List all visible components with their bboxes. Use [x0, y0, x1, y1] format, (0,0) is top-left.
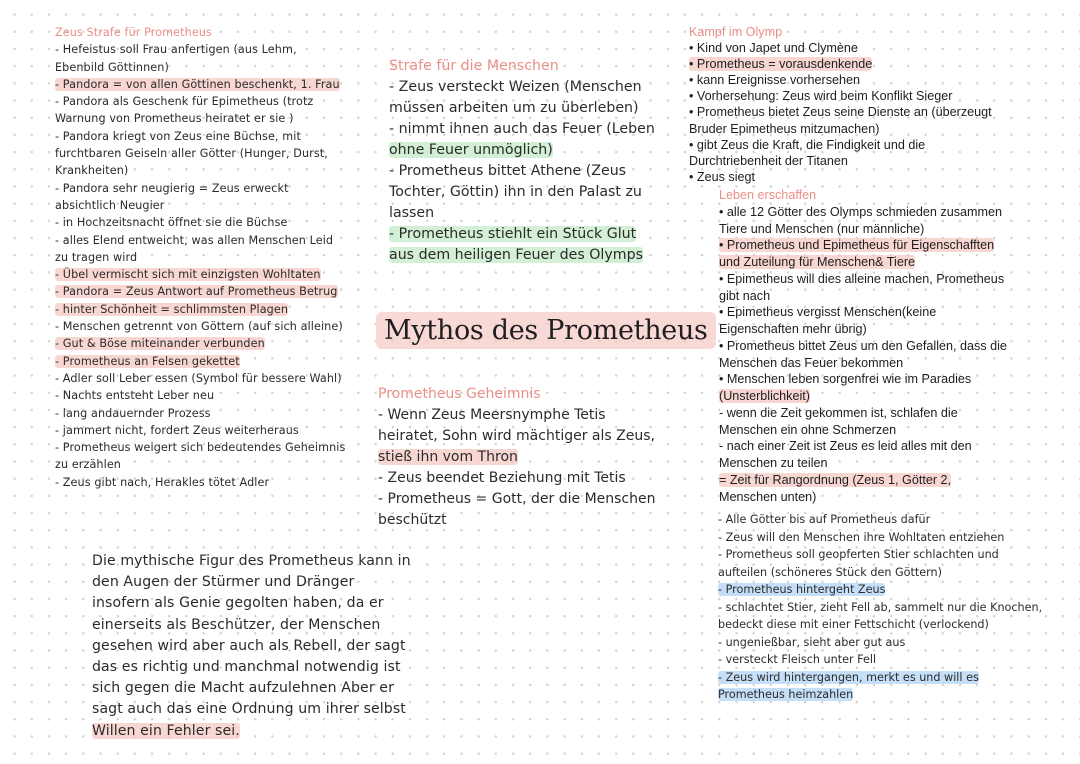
text-line-content: - in Hochzeitsnacht öffnet sie die Büchse — [55, 216, 288, 230]
text-line — [719, 355, 1007, 372]
section-prometheus-geheimnis — [378, 384, 656, 531]
text-line-content: gibt nach — [719, 288, 771, 303]
text-line-content: - Zeus versteckt Weizen (Menschen — [389, 79, 642, 95]
text-line — [55, 128, 345, 145]
text-line — [378, 405, 656, 426]
text-line-content: Tiere und Menschen (nur männliche) — [719, 221, 925, 236]
text-line — [718, 511, 1042, 529]
text-line-content: - lang andauernder Prozess — [55, 406, 211, 420]
text-line-content: - Hefeistus soll Frau anfertigen (aus Lehm, — [55, 43, 297, 57]
text-line — [55, 474, 345, 491]
text-line-content: • gibt Zeus die Kraft, die Findigkeit und die — [689, 137, 926, 152]
text-line-content: - Pandora als Geschenk für Epimetheus (trotz — [55, 95, 314, 109]
text-line — [719, 438, 1007, 455]
text-line — [92, 699, 411, 720]
text-line-content: - nach einer Zeit ist Zeus es leid alles mit den — [719, 439, 972, 454]
text-line — [55, 318, 345, 335]
page-title: Mythos des Prometheus — [376, 312, 716, 349]
text-line — [378, 447, 656, 468]
text-line — [389, 161, 655, 182]
text-line — [689, 137, 992, 153]
text-line — [718, 686, 1042, 704]
section-heading: Strafe für die Menschen — [389, 58, 559, 74]
text-line-content: beschützt — [378, 512, 447, 528]
text-line-content: - wenn die Zeit gekommen ist, schlafen die — [719, 405, 958, 420]
text-line-content: - Wenn Zeus Meersnymphe Tetis — [378, 407, 606, 423]
text-line-content: • alle 12 Götter des Olymps schmieden zusammen — [719, 204, 1002, 219]
text-line — [55, 41, 345, 58]
text-line-content: - Prometheus an Felsen gekettet — [55, 354, 240, 368]
text-line — [55, 145, 345, 162]
text-line-content: Menschen ein ohne Schmerzen — [719, 422, 897, 437]
text-line — [689, 72, 992, 88]
text-line-content: das es richtig und manchmal notwendig ist — [92, 659, 401, 676]
section-strafe-prometheus — [55, 24, 345, 491]
text-line-content: - versteckt Fleisch unter Fell — [718, 653, 877, 666]
text-line — [389, 140, 655, 161]
text-line — [718, 546, 1042, 564]
text-line-content: - Prometheus soll geopferten Stier schlachten und — [718, 548, 999, 561]
text-line-content: • Epimetheus vergisst Menschen(keine — [719, 305, 937, 320]
text-line — [55, 214, 345, 231]
text-line-content: Warnung von Prometheus heiratet er sie ) — [55, 112, 294, 126]
line-list — [689, 40, 992, 185]
text-line — [389, 245, 655, 266]
section-heading: Zeus Strafe für Prometheus — [55, 26, 212, 39]
text-line — [719, 288, 1007, 305]
text-line — [719, 388, 1007, 405]
text-line-content: - Pandora = Zeus Antwort auf Prometheus Betrug — [55, 285, 338, 299]
text-line — [55, 197, 345, 214]
text-line-content: • Menschen leben sorgenfrei wie im Paradies — [719, 372, 972, 387]
text-line — [718, 616, 1042, 634]
text-line-content: insofern als Genie gegolten haben, da er — [92, 595, 384, 612]
text-line-content: (Unsterblichkeit) — [719, 389, 810, 403]
text-line-content: - jammert nicht, fordert Zeus weiterheraus — [55, 423, 299, 437]
text-line — [92, 721, 411, 742]
text-line — [55, 439, 345, 456]
text-line — [389, 119, 655, 140]
text-line-content: Menschen unten) — [719, 489, 817, 504]
text-line-content: • kann Ereignisse vorhersehen — [689, 73, 861, 88]
text-line — [55, 93, 345, 110]
text-line-content: • Epimetheus will dies alleine machen, Prometheus — [719, 271, 1005, 286]
text-line-content: - Zeus wird hintergangen, merkt es und will es — [718, 670, 979, 684]
text-line-content: = Zeit für Rangordnung (Zeus 1, Götter 2, — [719, 472, 952, 487]
text-line — [389, 77, 655, 98]
text-line — [378, 468, 656, 489]
text-line-content: • Prometheus bittet Zeus um den Gefallen, dass die — [719, 338, 1007, 353]
text-line — [719, 271, 1007, 288]
text-line — [718, 529, 1042, 547]
text-line-content: Durchtriebenheit der Titanen — [689, 153, 848, 168]
text-line-content: - Alle Götter bis auf Prometheus dafür — [718, 513, 931, 526]
text-line-content: - schlachtet Stier, zieht Fell ab, sammelt nur die Knochen, — [718, 600, 1043, 614]
text-line — [389, 98, 655, 119]
text-line-content: - alles Elend entweicht, was allen Menschen Leid — [55, 233, 334, 247]
text-line-content: - Gut & Böse miteinander verbunden — [55, 337, 265, 351]
section-leben-erschaffen — [719, 187, 1007, 505]
line-list — [719, 204, 1007, 506]
text-line-content: heiratet, Sohn wird mächtiger als Zeus, — [378, 428, 655, 444]
text-line-content: einerseits als Beschützer, der Menschen — [92, 616, 381, 633]
section-kampf-im-olymp — [689, 24, 992, 185]
text-line-content: bedeckt diese mit einer Fettschicht (verlockend) — [718, 618, 989, 631]
text-line-content: - Prometheus bittet Athene (Zeus — [389, 163, 627, 179]
line-list — [718, 511, 1042, 704]
text-line-content: - ungenießbar, sieht aber gut aus — [718, 635, 906, 649]
text-line-content: - Übel vermischt sich mit einzigsten Wohltaten — [55, 268, 321, 282]
text-line-content: Menschen zu teilen — [719, 456, 828, 470]
text-line — [689, 104, 992, 120]
text-line — [718, 669, 1042, 687]
text-line — [389, 182, 655, 203]
text-line — [378, 426, 656, 447]
section-heading: Leben erschaffen — [719, 188, 817, 202]
text-line-content: absichtlich Neugier — [55, 198, 165, 212]
text-line — [719, 422, 1007, 439]
text-line — [689, 56, 992, 72]
text-line-content: - Prometheus weigert sich bedeutendes Geheimnis — [55, 441, 346, 455]
text-line-content: Die mythische Figur des Prometheus kann in — [92, 553, 411, 569]
text-line — [389, 224, 655, 245]
text-line-content: - Prometheus = Gott, der die Menschen — [378, 491, 656, 507]
line-list — [92, 551, 411, 742]
text-line — [719, 455, 1007, 472]
section-strafe-menschen — [389, 56, 655, 266]
text-line — [55, 335, 345, 352]
text-line — [718, 581, 1042, 599]
text-line-content: - nimmt ihnen auch das Feuer (Leben — [389, 121, 655, 137]
text-line-content: Willen ein Fehler sei. — [92, 722, 240, 739]
text-line — [55, 353, 345, 370]
text-line-content: furchtbaren Geiseln aller Götter (Hunger, Durst, — [55, 147, 328, 161]
text-line — [92, 615, 411, 636]
section-heading: Prometheus Geheimnis — [378, 386, 541, 402]
text-line — [55, 59, 345, 76]
text-line-content: - Zeus will den Menschen ihre Wohltaten entziehen — [718, 530, 1005, 544]
text-line — [55, 283, 345, 300]
section-stier-opfer — [718, 511, 1042, 704]
text-line — [55, 76, 345, 93]
text-line-content: ohne Feuer unmöglich) — [389, 142, 553, 158]
text-line — [55, 301, 345, 318]
text-line-content: • Prometheus und Epimetheus für Eigenschafften — [719, 238, 995, 253]
text-line — [55, 422, 345, 439]
text-line-content: sich gegen die Macht aufzulehnen Aber er — [92, 680, 394, 697]
text-line-content: - hinter Schönheit = schlimmsten Plagen — [55, 302, 289, 316]
text-line-content: - Prometheus stiehlt ein Stück Glut — [389, 226, 637, 242]
text-line — [92, 572, 411, 593]
line-list — [378, 405, 656, 531]
text-line — [55, 370, 345, 387]
text-line — [719, 405, 1007, 422]
text-line-content: müssen arbeiten um zu überleben) — [389, 100, 639, 116]
text-line-content: - Adler soll Leber essen (Symbol für bessere Wahl) — [55, 371, 342, 385]
text-line-content: - Zeus beendet Beziehung mit Tetis — [378, 470, 626, 486]
text-line-content: den Augen der Stürmer und Dränger — [92, 574, 355, 591]
text-line — [719, 204, 1007, 221]
text-line-content: • Prometheus bietet Zeus seine Dienste an (überzeugt — [689, 105, 992, 120]
text-line — [719, 304, 1007, 321]
text-line-content: - Zeus gibt nach, Herakles tötet Adler — [55, 475, 270, 489]
text-line — [719, 489, 1007, 506]
text-line — [718, 564, 1042, 582]
text-line — [92, 657, 411, 678]
text-line — [55, 266, 345, 283]
text-line-content: - Menschen getrennt von Göttern (auf sich alleine) — [55, 320, 343, 334]
quote-paragraph — [92, 551, 411, 742]
text-line — [389, 203, 655, 224]
text-line-content: Prometheus heimzahlen — [718, 688, 854, 701]
text-line-content: aufteilen (schöneres Stück den Göttern) — [718, 565, 943, 579]
text-line-content: zu erzählen — [55, 458, 122, 472]
text-line-content: stieß ihn vom Thron — [378, 449, 518, 465]
text-line-content: und Zuteilung für Menschen& Tiere — [719, 255, 916, 269]
text-line-content: - Pandora = von allen Göttinen beschenkt, 1. Frau — [55, 77, 340, 91]
text-line — [719, 221, 1007, 238]
text-line-content: • Prometheus = vorausdenkende — [689, 57, 873, 72]
text-line-content: aus dem heiligen Feuer des Olymps — [389, 247, 643, 263]
text-line-content: - Pandora kriegt von Zeus eine Büchse, mit — [55, 129, 301, 143]
text-line — [378, 489, 656, 510]
text-line — [719, 472, 1007, 489]
text-line-content: • Kind von Japet und Clymène — [689, 41, 858, 56]
text-line-content: Tochter, Göttin) ihn in den Palast zu — [389, 184, 642, 200]
text-line-content: - Prometheus hintergeht Zeus — [718, 583, 886, 596]
text-line — [718, 634, 1042, 652]
text-line — [55, 456, 345, 473]
text-line-content: Ebenbild Göttinnen) — [55, 60, 169, 74]
text-line — [689, 121, 992, 137]
text-line-content: • Vorhersehung: Zeus wird beim Konflikt Sieger — [689, 89, 953, 104]
line-list — [55, 41, 345, 491]
text-line — [378, 510, 656, 531]
text-line — [55, 180, 345, 197]
section-heading: Kampf im Olymp — [689, 25, 783, 39]
text-line — [719, 321, 1007, 338]
text-line — [55, 232, 345, 249]
text-line — [689, 153, 992, 169]
text-line — [719, 237, 1007, 254]
page-title-wrap — [376, 315, 716, 346]
text-line-content: gesehen wird aber auch als Rebell, der sagt — [92, 637, 406, 654]
text-line — [55, 162, 345, 179]
text-line-content: Bruder Epimetheus mitzumachen) — [689, 121, 880, 136]
text-line — [689, 88, 992, 104]
text-line-content: • Zeus siegt — [689, 169, 756, 184]
text-line — [92, 551, 411, 572]
text-line-content: zu tragen wird — [55, 250, 138, 264]
text-line — [689, 40, 992, 56]
text-line-content: - Nachts entsteht Leber neu — [55, 389, 215, 403]
text-line-content: Krankheiten) — [55, 164, 129, 178]
text-line — [719, 371, 1007, 388]
text-line-content: lassen — [389, 205, 435, 221]
text-line — [55, 110, 345, 127]
text-line — [92, 593, 411, 614]
text-line — [92, 678, 411, 699]
text-line — [718, 599, 1042, 617]
text-line-content: - Pandora sehr neugierig = Zeus erweckt — [55, 181, 289, 195]
text-line — [55, 387, 345, 404]
text-line — [689, 169, 992, 185]
text-line — [718, 651, 1042, 669]
text-line-content: Menschen das Feuer bekommen — [719, 355, 904, 370]
text-line-content: sagt auch das eine Ordnung um ihrer selbst — [92, 701, 406, 718]
text-line — [55, 405, 345, 422]
text-line — [719, 338, 1007, 355]
text-line — [719, 254, 1007, 271]
text-line — [55, 249, 345, 266]
text-line-content: Eigenschaften mehr übrig) — [719, 322, 867, 336]
line-list — [389, 77, 655, 266]
text-line — [92, 636, 411, 657]
